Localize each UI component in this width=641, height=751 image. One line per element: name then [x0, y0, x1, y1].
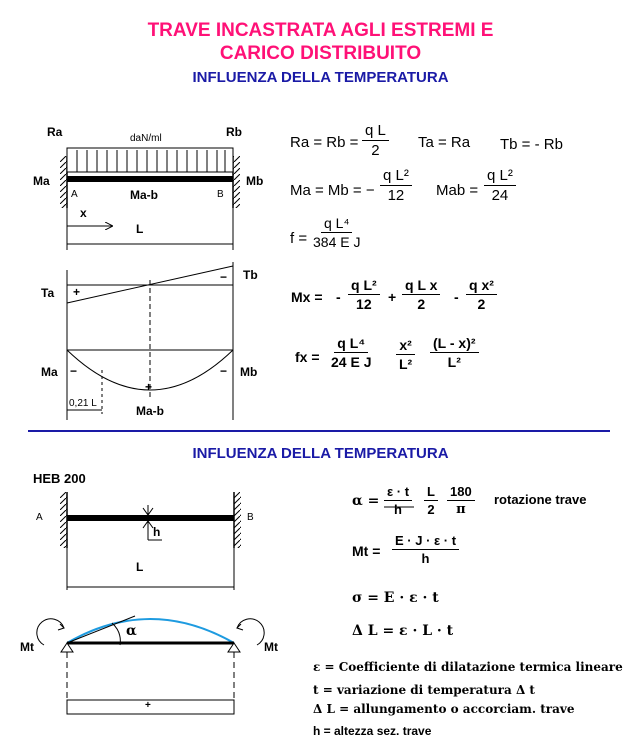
formula-mab: Mab =: [436, 182, 479, 199]
caption-rotation: rotazione trave: [494, 492, 587, 507]
formula-ta: Ta = Ra: [418, 134, 471, 151]
fraction-num: q L²: [484, 167, 516, 186]
label-tb: Tb: [243, 268, 258, 282]
shear-diagram: [67, 262, 233, 420]
label-dim-021l: 0,21 L: [69, 398, 97, 409]
page-title: TRAVE INCASTRATA AGLI ESTREMI E: [147, 20, 494, 41]
moment-minus-right: −: [220, 364, 228, 378]
label-ta: Ta: [41, 286, 55, 300]
moment-plus: +: [145, 380, 153, 394]
deflected-curve: [67, 619, 234, 643]
heb-beam-bar: [67, 515, 234, 521]
fraction-num: (L - x)²: [430, 335, 479, 353]
label-alpha-angle: α: [126, 623, 137, 639]
left-support-hatch: [60, 156, 67, 208]
formula-mt: Mt =: [352, 543, 381, 559]
section-title-temperature: INFLUENZA DELLA TEMPERATURA: [192, 445, 449, 462]
right-support-hatch: [233, 156, 240, 208]
label-heb-a: A: [36, 512, 43, 523]
fraction-ra-rb: [362, 122, 389, 159]
beam-bar: [67, 176, 233, 182]
fraction-fx-2: [396, 337, 415, 372]
legend-delta-l: Δ L = allungamento o accorciam. trave: [313, 702, 575, 716]
fraction-fx-3: [430, 335, 479, 370]
fraction-num: q L: [362, 122, 389, 141]
fraction-mt: [392, 533, 459, 566]
fraction-den: 2: [427, 502, 435, 517]
fraction-f: [310, 215, 363, 250]
moment-arrow-left: [37, 619, 64, 645]
fraction-den: 24: [491, 187, 509, 204]
fraction-mx-3: [466, 277, 497, 312]
label-moment-mab: Ma-b: [136, 404, 164, 418]
label-heb200: HEB 200: [33, 471, 86, 486]
label-ra: Ra: [47, 125, 63, 139]
fraction-alpha-2: [424, 484, 438, 517]
label-mt-left: Mt: [20, 640, 34, 654]
moment-arrow-right: [237, 619, 264, 645]
fraction-den: 12: [356, 296, 372, 312]
label-a: A: [71, 189, 78, 200]
fraction-num: ε · t: [384, 484, 412, 501]
fraction-den: 2: [477, 296, 486, 312]
fraction-fx-1: [328, 335, 374, 370]
fraction-den: π: [456, 502, 466, 517]
fraction-alpha-1: [384, 484, 412, 517]
formula-alpha: α =: [352, 493, 380, 509]
label-heb-b: B: [247, 512, 254, 523]
label-mb: Mb: [246, 174, 264, 188]
fraction-ma-mb: [380, 167, 412, 204]
label-mt-right: Mt: [264, 640, 278, 654]
fraction-mx-2: [402, 277, 440, 312]
mx-sign-1: -: [336, 289, 341, 305]
shear-minus: −: [220, 270, 228, 284]
fraction-mab: [484, 167, 516, 204]
label-mab: Ma-b: [130, 188, 158, 202]
formula-ma-mb: Ma = Mb = −: [290, 182, 375, 199]
legend-epsilon: ε = Coefficiente di dilatazione termica lineare: [313, 660, 623, 674]
moment-minus-left: −: [70, 364, 78, 378]
legend-h: h = altezza sez. trave: [313, 724, 432, 738]
formula-fx: fx =: [295, 349, 320, 365]
label-moment-mb: Mb: [240, 365, 258, 379]
fraction-num: 180: [447, 484, 475, 501]
fraction-num: q L⁴: [334, 335, 368, 353]
mx-sign-3: -: [454, 289, 459, 305]
heb-beam-drawing: [60, 492, 241, 590]
label-ma: Ma: [33, 174, 50, 188]
fraction-num: q x²: [466, 277, 497, 295]
formula-sigma: σ = E · ε · t: [352, 590, 439, 606]
fraction-num: x²: [396, 337, 414, 355]
label-h: h: [153, 525, 161, 539]
label-x: x: [80, 206, 87, 220]
label-moment-ma: Ma: [41, 365, 58, 379]
axial-plus: +: [145, 700, 151, 711]
fraction-num: L: [424, 484, 438, 501]
fraction-den: 2: [417, 296, 426, 312]
fraction-num: q L²: [380, 167, 412, 186]
label-b: B: [217, 189, 224, 200]
formula-delta-l: Δ L = ε · L · t: [352, 623, 454, 639]
formula-ra-rb: Ra = Rb =: [290, 134, 359, 151]
fraction-num: E · J · ε · t: [392, 533, 459, 550]
fraction-num: q L x: [402, 277, 440, 295]
page-title-line2: CARICO DISTRIBUITO: [219, 43, 422, 64]
label-load: daN/ml: [130, 133, 162, 144]
fraction-alpha-3: [447, 484, 475, 517]
fraction-den: 12: [387, 187, 405, 204]
fraction-num: q L²: [348, 277, 380, 295]
shear-plus: +: [73, 285, 81, 299]
mx-sign-2: +: [388, 289, 397, 305]
formula-mx: Mx =: [291, 289, 323, 305]
formula-tb: Tb = - Rb: [500, 136, 563, 153]
legend-t: t = variazione di temperatura Δ t: [313, 683, 535, 697]
page-subtitle: INFLUENZA DELLA TEMPERATURA: [192, 69, 449, 86]
fraction-den: 2: [371, 142, 380, 159]
formula-f: f =: [290, 230, 308, 247]
fraction-den: L²: [447, 354, 461, 370]
label-rb: Rb: [226, 125, 242, 139]
fraction-den: h: [421, 551, 430, 566]
fraction-den: L²: [399, 356, 413, 372]
distributed-load-block: [67, 148, 233, 172]
label-heb-l: L: [136, 560, 144, 574]
fraction-den: 24 E J: [331, 354, 372, 370]
fraction-den: 384 E J: [313, 234, 361, 250]
fraction-mx-1: [348, 277, 380, 312]
fraction-den: h: [394, 502, 402, 517]
label-l: L: [136, 222, 144, 236]
fraction-num: q L⁴: [321, 215, 352, 233]
